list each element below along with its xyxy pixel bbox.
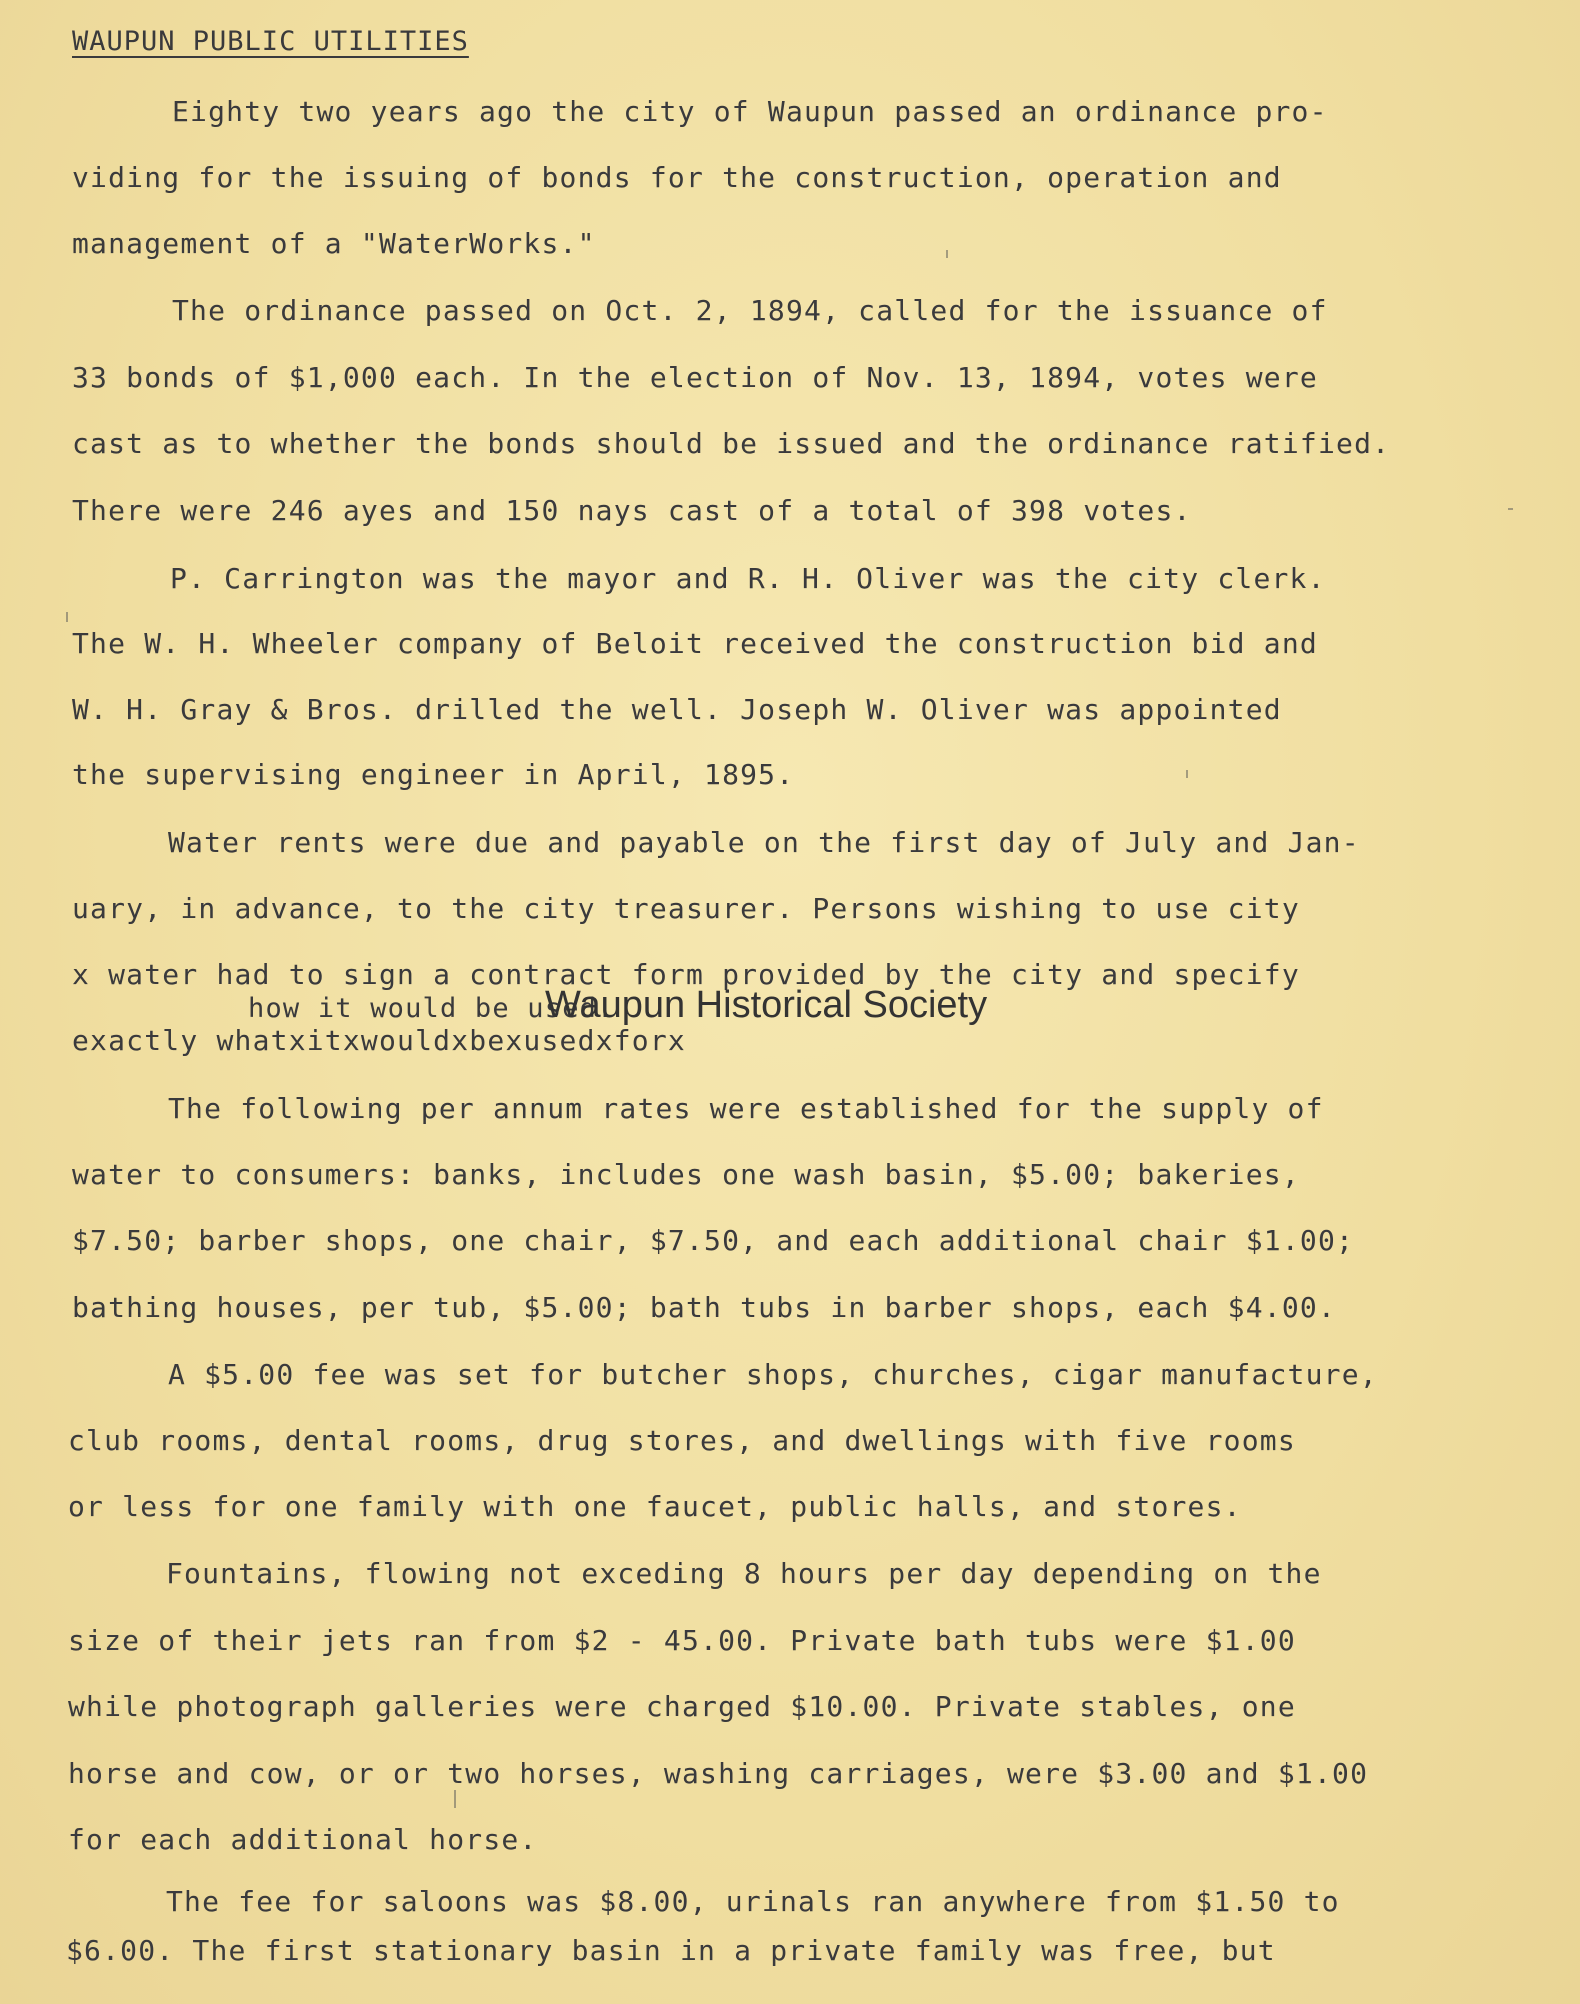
text-line: bathing houses, per tub, $5.00; bath tubs in barber shops, each $4.00. (72, 1291, 1337, 1324)
text-line: The fee for saloons was $8.00, urinals ran anywhere from $1.50 to (166, 1885, 1340, 1918)
text-line: club rooms, dental rooms, drug stores, and dwellings with five rooms (68, 1424, 1296, 1457)
paper-speck (1508, 508, 1513, 510)
paper-speck (66, 612, 68, 622)
text-line: There were 246 ayes and 150 nays cast of a total of 398 votes. (72, 494, 1192, 527)
text-line: Eighty two years ago the city of Waupun passed an ordinance pro- (172, 95, 1328, 128)
watermark: Waupun Historical Society (545, 984, 988, 1026)
struck-text-line: exactly whatxitxwouldxbexusedxforx (72, 1024, 686, 1057)
text-line: $6.00. The first stationary basin in a private family was free, but (66, 1934, 1276, 1967)
text-line: 33 bonds of $1,000 each. In the election of Nov. 13, 1894, votes were (72, 361, 1318, 394)
inserted-typed-line: how it would be used. (248, 993, 615, 1024)
text-line: viding for the issuing of bonds for the construction, operation and (72, 161, 1282, 194)
paper-speck (1186, 770, 1188, 778)
text-line: Fountains, flowing not exceding 8 hours per day depending on the (166, 1557, 1322, 1590)
text-line: A $5.00 fee was set for butcher shops, churches, cigar manufacture, (168, 1358, 1378, 1391)
document-title: WAUPUN PUBLIC UTILITIES (72, 26, 469, 57)
text-line: for each additional horse. (68, 1823, 538, 1856)
text-line: The ordinance passed on Oct. 2, 1894, called for the issuance of (172, 294, 1328, 327)
text-line: P. Carrington was the mayor and R. H. Oliver was the city clerk. (170, 562, 1326, 595)
text-line: Water rents were due and payable on the first day of July and Jan- (168, 826, 1360, 859)
text-line: uary, in advance, to the city treasurer. Persons wishing to use city (72, 892, 1300, 925)
paper-speck (454, 1790, 456, 1808)
paper-speck (946, 250, 948, 258)
text-line: The W. H. Wheeler company of Beloit received the construction bid and (72, 627, 1318, 660)
text-line: W. H. Gray & Bros. drilled the well. Joseph W. Oliver was appointed (72, 693, 1282, 726)
text-line: x water had to sign a contract form provided by the city and specify (72, 958, 1300, 991)
text-line: $7.50; barber shops, one chair, $7.50, and each additional chair $1.00; (72, 1224, 1355, 1257)
text-line: cast as to whether the bonds should be issued and the ordinance ratified. (72, 427, 1391, 460)
text-line: size of their jets ran from $2 - 45.00. Private bath tubs were $1.00 (68, 1624, 1296, 1657)
text-line: water to consumers: banks, includes one wash basin, $5.00; bakeries, (72, 1158, 1300, 1191)
text-line: while photograph galleries were charged $10.00. Private stables, one (68, 1690, 1296, 1723)
text-line: management of a "WaterWorks." (72, 227, 596, 260)
text-line: or less for one family with one faucet, public halls, and stores. (68, 1490, 1242, 1523)
text-line: the supervising engineer in April, 1895. (72, 758, 795, 791)
text-line: The following per annum rates were established for the supply of (168, 1092, 1324, 1125)
text-line: horse and cow, or or two horses, washing carriages, were $3.00 and $1.00 (68, 1757, 1369, 1790)
